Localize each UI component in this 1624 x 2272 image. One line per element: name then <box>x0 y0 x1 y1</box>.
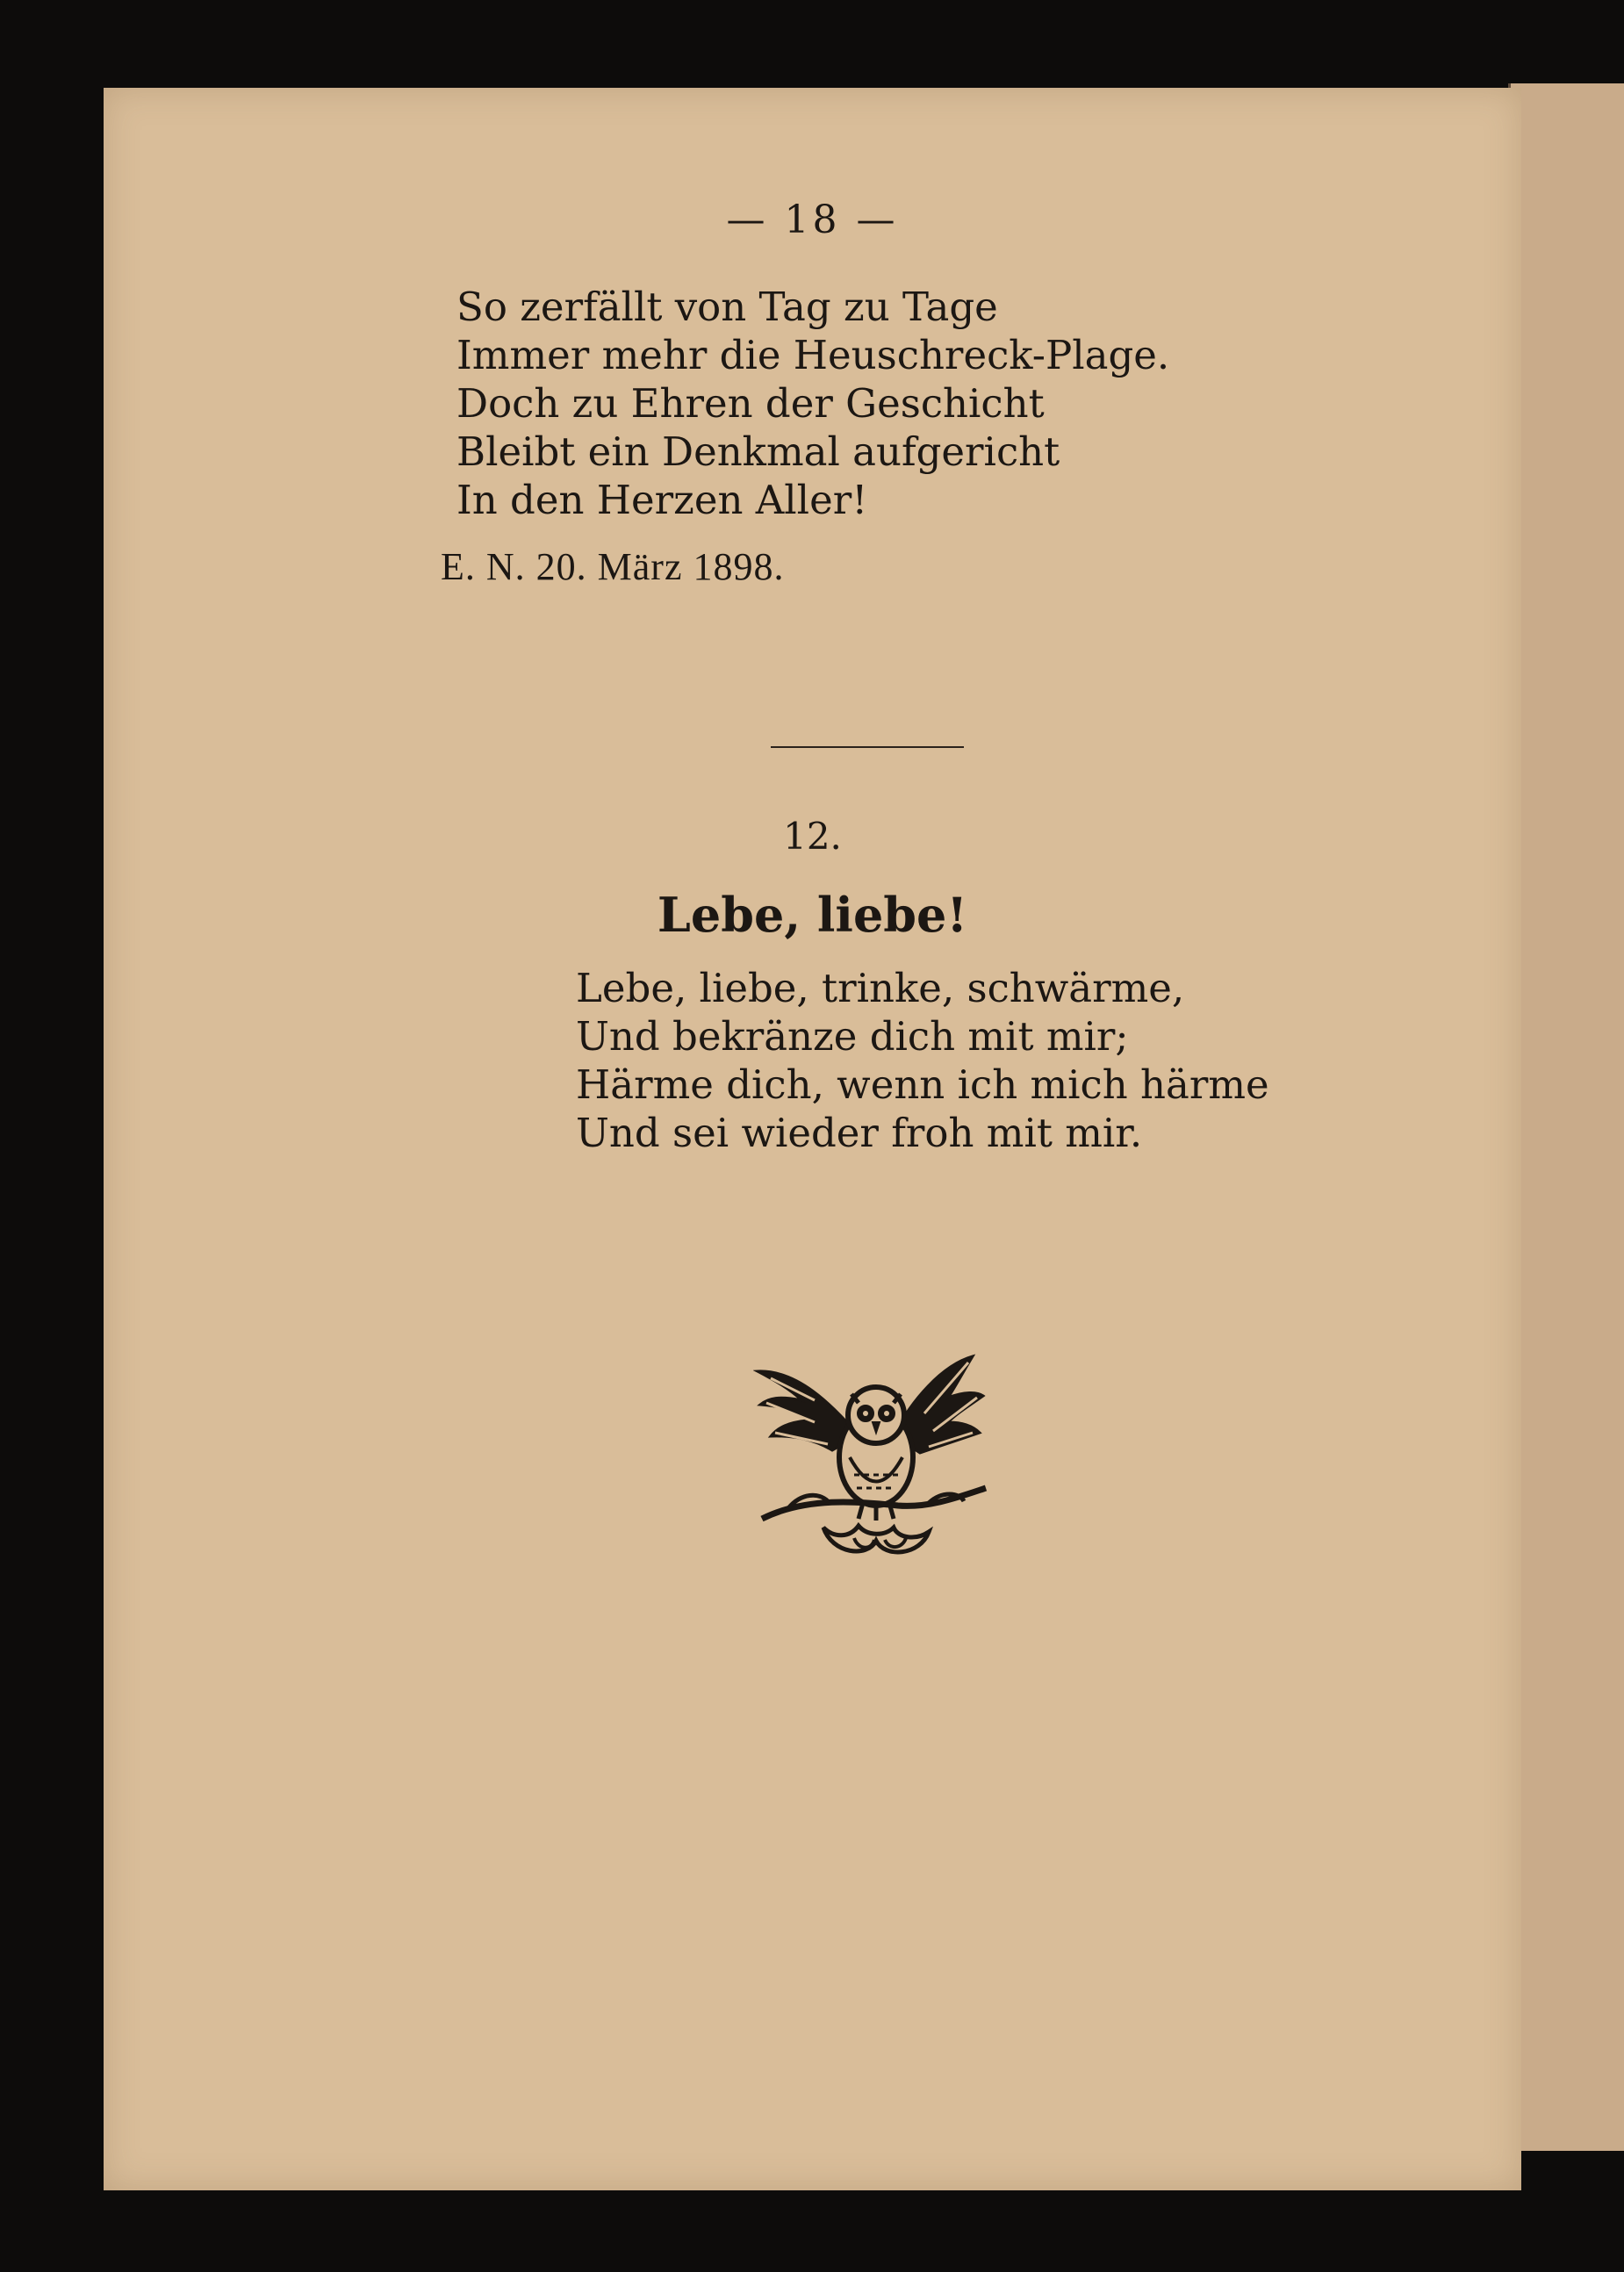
poem-title: Lebe, liebe! <box>657 887 968 943</box>
poem-number: 12. <box>783 815 842 858</box>
poem-line: Lebe, liebe, trinke, schwärme, <box>576 965 1185 1011</box>
poem-line: Immer mehr die Heuschreck-Plage. <box>456 332 1170 378</box>
poem-line: Und sei wieder froh mit mir. <box>576 1110 1143 1156</box>
poem-line: In den Herzen Aller! <box>456 477 868 523</box>
poem-12-stanza <box>576 964 1269 1157</box>
poem-line: Härme dich, wenn ich mich härme <box>576 1061 1269 1108</box>
poem-line: Doch zu Ehren der Geschicht <box>456 380 1045 427</box>
poem-line: So zerfällt von Tag zu Tage <box>456 284 998 330</box>
poem-signature: E. N. 20. März 1898. <box>441 545 785 588</box>
poem-line: Und bekränze dich mit mir; <box>576 1013 1129 1060</box>
poem-11-stanza <box>456 283 1169 524</box>
section-divider <box>771 746 964 748</box>
owl-vignette-icon <box>753 1352 990 1563</box>
poem-line: Bleibt ein Denkmal aufgericht <box>456 428 1060 475</box>
page-number: — 18 — <box>726 198 899 242</box>
book-page <box>104 88 1521 2190</box>
next-page-edge <box>1508 83 1624 2151</box>
